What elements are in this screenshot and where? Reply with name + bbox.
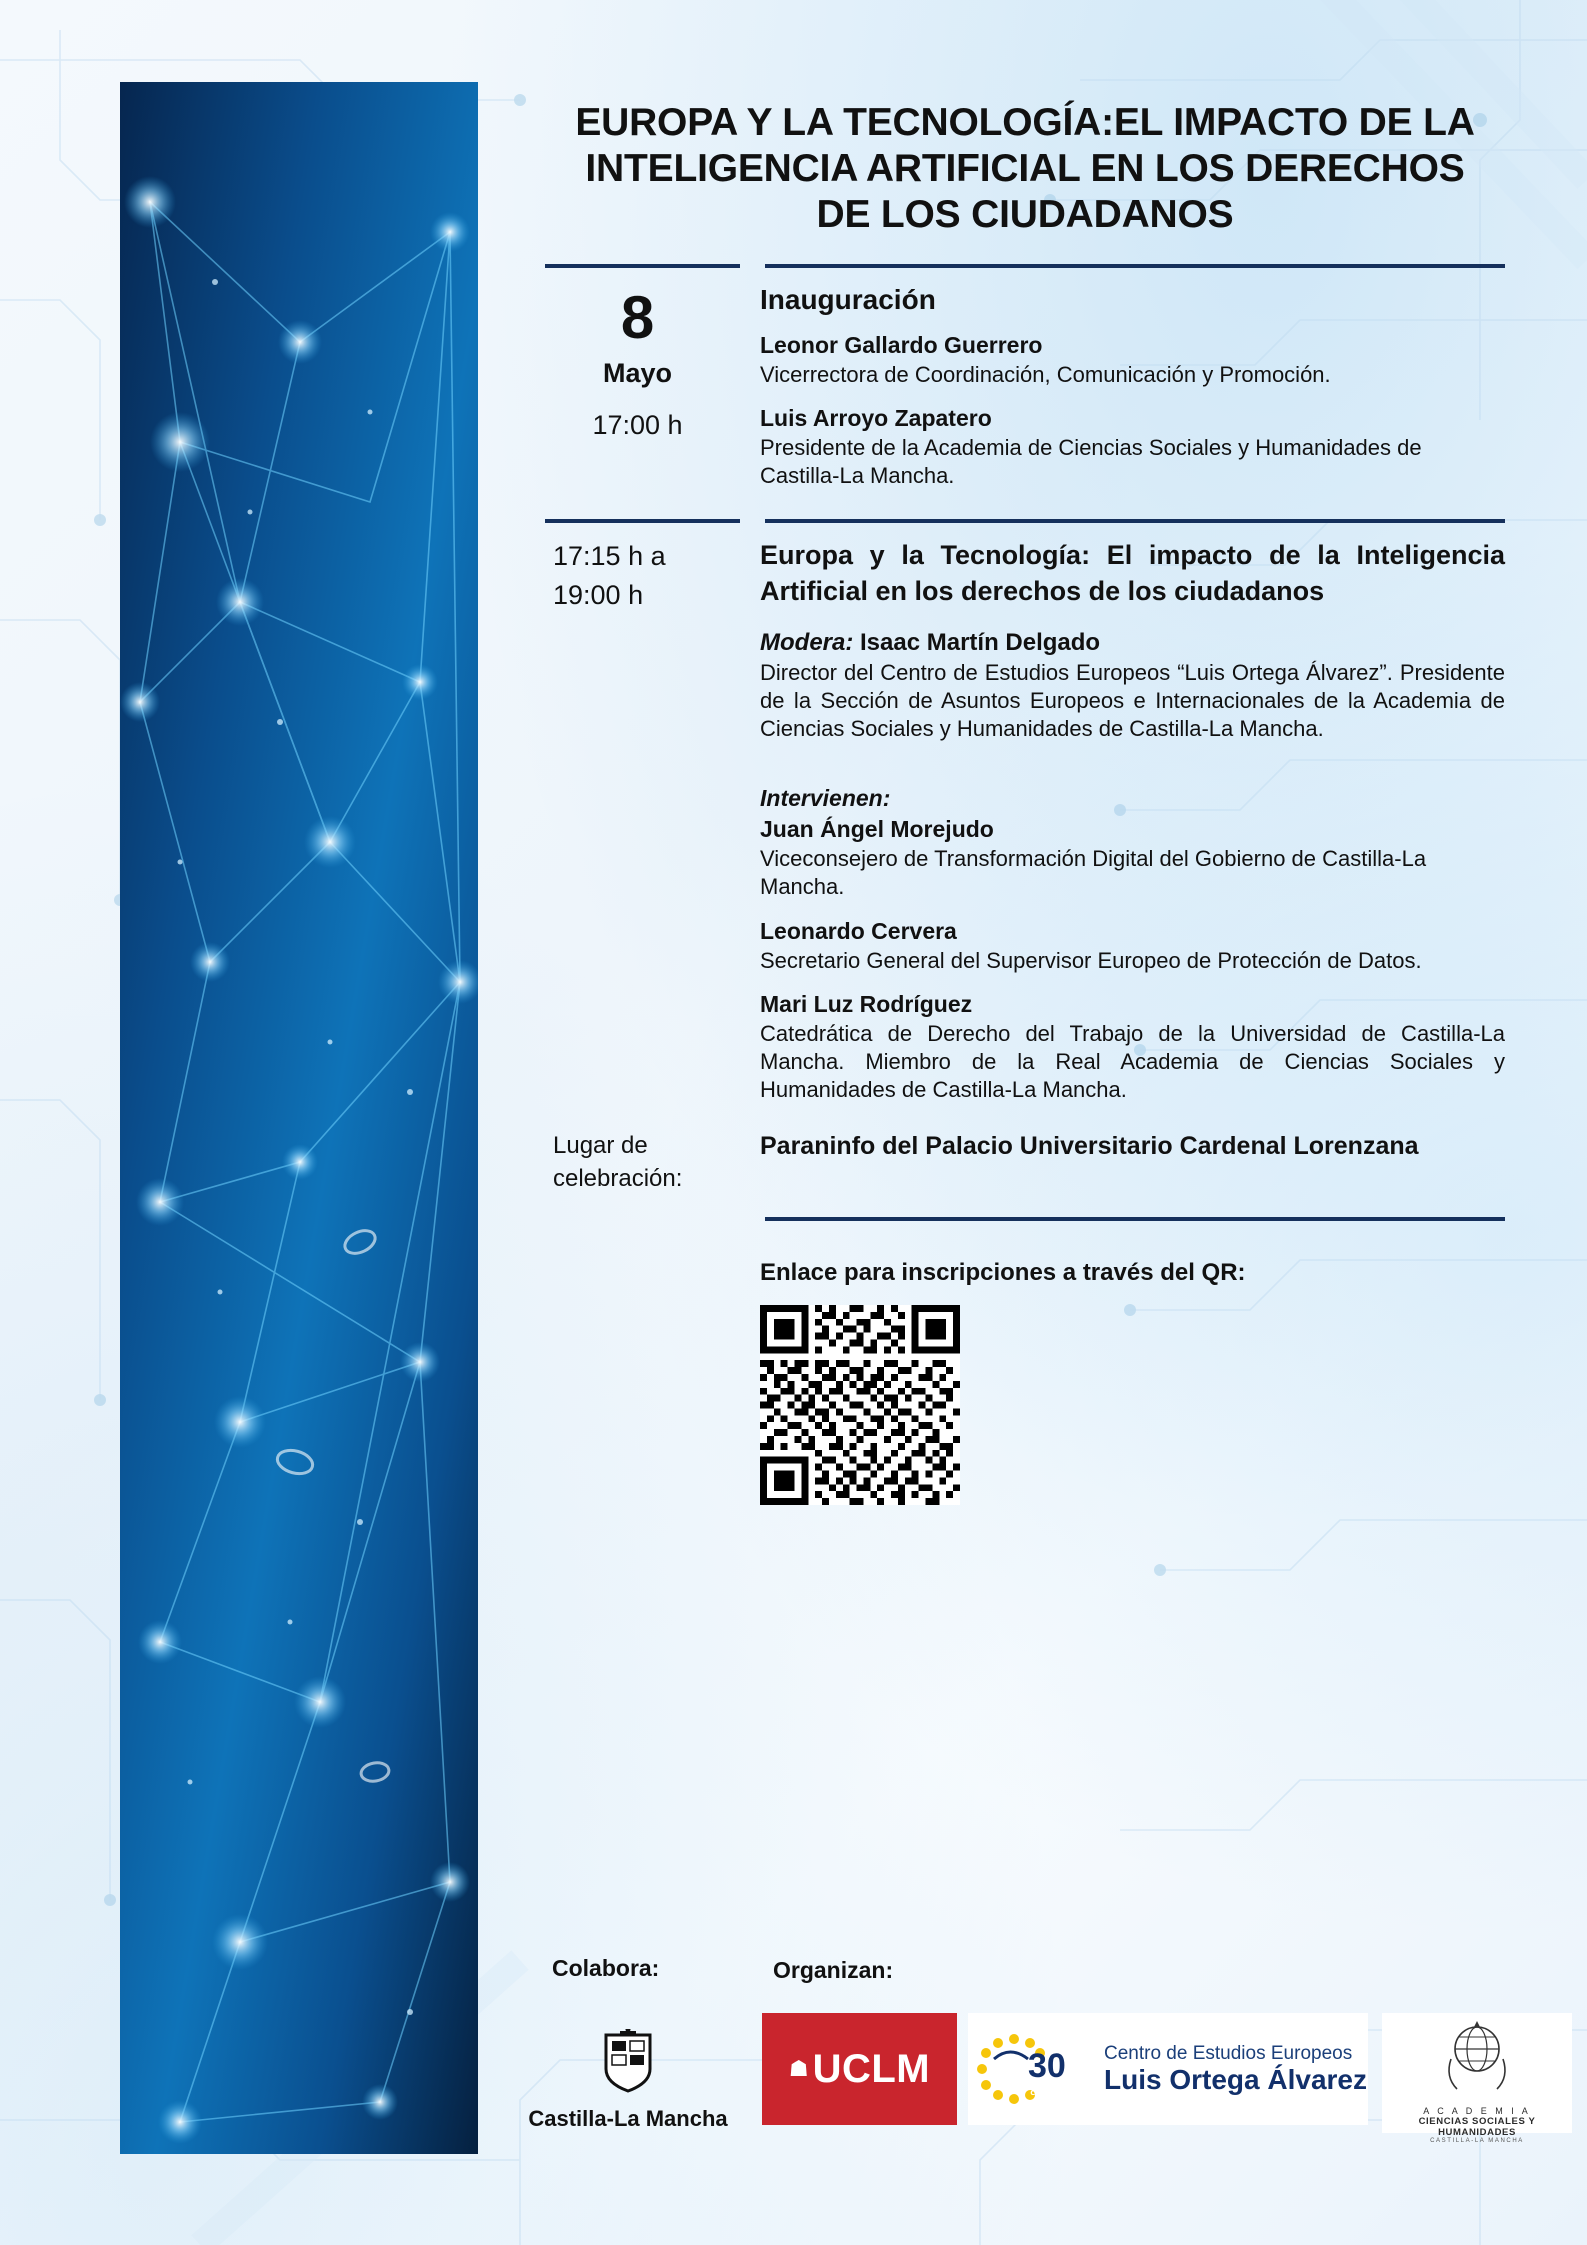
castilla-la-mancha-name: Castilla-La Mancha — [528, 2106, 728, 2131]
academia-line-1: A C A D E M I A — [1423, 2106, 1531, 2116]
castilla-la-mancha-shield-icon — [600, 2029, 656, 2093]
venue-value-wrap — [750, 1130, 1505, 1195]
academia-line-3: CASTILLA-LA MANCHA — [1430, 2138, 1524, 2144]
panel-label: Intervienen: — [760, 785, 891, 812]
session-block-1 — [545, 282, 1505, 506]
panelist-name: Juan Ángel Morejudo — [760, 816, 994, 843]
logo-centro-estudios-europeos — [968, 2013, 1368, 2125]
session-2-details — [750, 537, 1505, 1121]
uclm-mark-icon: ☗ — [788, 2056, 809, 2081]
panelist-role: Secretario General del Supervisor Europeo de Protección de Datos. — [760, 947, 1422, 973]
speaker-name: Leonor Gallardo Guerrero — [760, 332, 1043, 359]
registration-block — [545, 1235, 1505, 1510]
venue-value: Paraninfo del Palacio Universitario Cardenal Lorenzana — [760, 1132, 1419, 1161]
registration-label: Enlace para inscripciones a través del QR: — [760, 1259, 1246, 1287]
academia-line-2: CIENCIAS SOCIALES Y HUMANIDADES — [1418, 2116, 1536, 2138]
eu-stars-icon — [968, 2019, 1098, 2119]
venue-block — [545, 1130, 1505, 1195]
cee-30-years-mark — [968, 2019, 1098, 2119]
academia-crest-icon — [1437, 2013, 1517, 2099]
cee-line-2: Luis Ortega Álvarez — [1104, 2063, 1367, 2095]
organizers-label: Organizan: — [773, 1957, 894, 1983]
uclm-name: UCLM — [812, 2046, 931, 2091]
session-2-time: 17:15 h a 19:00 h — [553, 540, 666, 610]
session-2-title: Europa y la Tecnología: El impacto de la Inteligencia Artificial en los derechos de los ciudadanos — [760, 539, 1505, 606]
moderator-label: Modera: — [760, 628, 854, 656]
session-2-when — [545, 537, 750, 1121]
session-1-details — [750, 282, 1505, 506]
panelist-entry — [760, 991, 1505, 1104]
poster-content — [545, 100, 1505, 1510]
session-block-2 — [545, 537, 1505, 1121]
moderator-role: Director del Centro de Estudios Europeos “Luis Ortega Álvarez”. Presidente de la Sección de Asuntos Europeos e Internacionales de la Academia de Ciencias Sociales y Humanidades de Castilla-La Mancha. — [760, 659, 1505, 742]
network-graphic — [120, 82, 478, 2154]
footer — [500, 1955, 1536, 2144]
panelist-entry — [760, 816, 1505, 901]
session-1-day: 8 — [620, 284, 655, 352]
divider-session-1 — [545, 264, 1505, 268]
collaborates-label: Colabora: — [552, 1955, 660, 1981]
panelist-name: Mari Luz Rodríguez — [760, 990, 973, 1017]
panelist-role: Viceconsejero de Transformación Digital del Gobierno de Castilla-La Mancha. — [760, 846, 1427, 900]
speaker-role: Vicerrectora de Coordinación, Comunicación y Promoción. — [760, 362, 1331, 388]
moderator-line — [760, 629, 1505, 657]
speaker-entry — [760, 332, 1505, 389]
divider-session-2 — [545, 519, 1505, 523]
qr-code[interactable] — [760, 1305, 1505, 1510]
svg-text:30: 30 — [1028, 2047, 1066, 2085]
logo-castilla-la-mancha — [528, 2029, 728, 2132]
divider-registration — [545, 1217, 1505, 1221]
venue-label: Lugar de celebración: — [553, 1132, 683, 1192]
venue-label-wrap — [545, 1130, 750, 1195]
panelist-role: Catedrática de Derecho del Trabajo de la Universidad de Castilla-La Mancha. Miembro de la Real Academia de Ciencias Sociales y Humanidades de Castilla-La Mancha. — [760, 1020, 1505, 1103]
session-1-time: 17:00 h — [592, 410, 683, 441]
speaker-name: Luis Arroyo Zapatero — [760, 405, 992, 432]
logo-academia — [1382, 2013, 1572, 2144]
session-1-heading: Inauguración — [760, 284, 936, 316]
qr-code-icon[interactable] — [760, 1305, 960, 1505]
moderator-name: Isaac Martín Delgado — [860, 628, 1101, 656]
panelist-name: Leonardo Cervera — [760, 917, 957, 944]
panelist-entry — [760, 918, 1505, 975]
logo-uclm — [762, 2013, 957, 2125]
svg-text:años: años — [1030, 2082, 1063, 2099]
page-title: EUROPA Y LA TECNOLOGÍA:EL IMPACTO DE LA INTELIGENCIA ARTIFICIAL EN LOS DERECHOS DE LOS CIUDADANOS — [575, 101, 1475, 237]
network-image-strip — [120, 82, 478, 2154]
cee-line-1: Centro de Estudios Europeos — [1104, 2042, 1353, 2064]
session-1-month: Mayo — [602, 358, 673, 389]
speaker-role: Presidente de la Academia de Ciencias Sociales y Humanidades de Castilla-La Mancha. — [760, 435, 1422, 489]
speaker-entry — [760, 405, 1505, 490]
session-1-when — [545, 282, 750, 506]
